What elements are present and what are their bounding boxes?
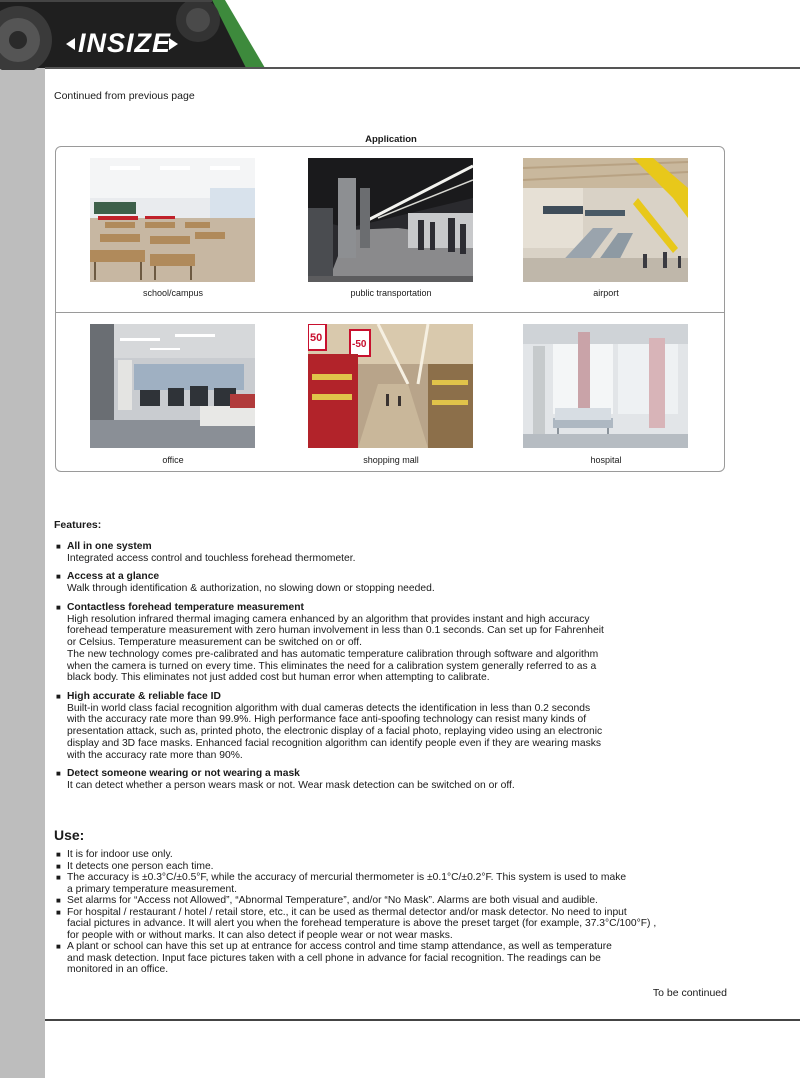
feature-text-line: forehead temperature measurement with zero human involvement in less than 0.1 seconds. Can set up for Fahrenheit: [67, 625, 604, 637]
feature-text-line: Walk through identification & authorization, no slowing down or stopping needed.: [67, 582, 435, 594]
features-title: Features:: [54, 519, 102, 531]
use-text-line: For hospital / restaurant / hotel / retail store, etc., it can be used as thermal detector and/or mask detector. No need to input: [67, 906, 627, 918]
brand-logo: INSIZE: [78, 28, 172, 58]
feature-text-line: Built-in world class facial recognition algorithm with dual cameras detects the identification in less than 0.2 seconds: [67, 702, 591, 714]
use-item: [56, 941, 696, 976]
use-text-line: facial pictures in advance. It will alert you when the forehead temperature is above the preset target (for example, 37.3°C/100°F) ,: [67, 918, 657, 929]
caption-public-transportation: public transportation: [350, 288, 432, 298]
caption-school-campus: school/campus: [142, 288, 204, 298]
caption-shopping-mall: shopping mall: [363, 455, 419, 465]
feature-text-line: display and 3D face masks. Enhanced facial recognition algorithm can identify people even if they are wearing masks: [67, 737, 602, 749]
feature-text-line: presentation attack, such as, printed photo, the electronic display of a facial photo, replaying video using an electronic: [67, 726, 603, 738]
feature-item: [56, 602, 696, 684]
use-item: [56, 895, 696, 907]
feature-item: [56, 541, 696, 564]
feature-text-line: It can detect whether a person wears mask or not. Wear mask detection can be switched on or off.: [67, 779, 515, 791]
bullet-icon: ■: [56, 907, 61, 917]
use-text-line: It is for indoor use only.: [67, 849, 173, 860]
continued-from-note: Continued from previous page: [54, 90, 195, 102]
bullet-icon: ■: [56, 942, 61, 951]
feature-item: [56, 768, 696, 791]
svg-text:50: 50: [310, 332, 323, 344]
photo-hospital: [523, 324, 688, 448]
application-divider: [56, 312, 724, 313]
use-text-line: monitored in an office.: [67, 964, 169, 975]
photo-school-campus: [90, 158, 255, 282]
photo-public-transportation: [308, 158, 473, 282]
use-list: [56, 849, 696, 976]
bullet-icon: ■: [56, 692, 61, 701]
use-text-line: It detects one person each time.: [67, 860, 214, 872]
feature-text-line: when the camera is turned on every time. This eliminates the need for a calibration system generally referred to as a: [67, 660, 597, 672]
to-be-continued-note: To be continued: [652, 987, 727, 999]
photo-airport: [523, 158, 688, 282]
feature-heading: Detect someone wearing or not wearing a mask: [67, 768, 300, 779]
footer-rule: [45, 1019, 800, 1021]
feature-item: [56, 571, 696, 594]
bullet-icon: ■: [56, 873, 61, 882]
feature-text-line: High resolution infrared thermal imaging camera enhanced by an algorithm that provides instant and high accuracy: [67, 613, 590, 625]
bullet-icon: ■: [56, 861, 61, 871]
use-item: [56, 907, 696, 942]
bullet-icon: ■: [56, 572, 61, 581]
feature-text-line: with the accuracy rate more than 90%.: [67, 749, 243, 761]
bullet-icon: ■: [56, 850, 61, 859]
feature-heading: Access at a glance: [67, 571, 160, 582]
use-item: [56, 861, 696, 873]
bullet-icon: ■: [56, 896, 61, 905]
photo-office: [90, 324, 255, 448]
use-title: Use:: [54, 827, 85, 843]
use-text-line: Set alarms for “Access not Allowed”, “Abnormal Temperature”, and/or “No Mask”. Alarms are both visual and audible.: [67, 895, 598, 906]
bullet-icon: ■: [56, 542, 61, 551]
page-header: [0, 0, 800, 70]
use-text-line: a primary temperature measurement.: [67, 883, 237, 895]
feature-heading: Contactless forehead temperature measurement: [67, 602, 304, 613]
feature-text-line: or Celsius. Temperature measurement can be switched on or off.: [67, 637, 362, 649]
feature-heading: All in one system: [67, 541, 152, 552]
bullet-icon: ■: [56, 769, 61, 778]
caption-office: office: [162, 455, 184, 465]
left-sidebar-band: [0, 0, 45, 1078]
svg-text:-50: -50: [352, 339, 367, 350]
use-item: [56, 872, 696, 895]
feature-item: [56, 691, 696, 761]
photo-shopping-mall: [308, 324, 473, 448]
use-item: [56, 849, 696, 861]
caption-airport: airport: [593, 288, 619, 298]
feature-text-line: black body. This eliminates not just added cost but human error when attempting to calibrate.: [67, 672, 490, 684]
caption-hospital: hospital: [590, 455, 622, 465]
feature-heading: High accurate & reliable face ID: [67, 691, 221, 702]
use-text-line: for people with or without marks. It can also detect if people wear or not wear masks.: [67, 929, 453, 941]
feature-text-line: The new technology comes pre-calibrated and has automatic temperature calibration through software and algorithm: [67, 648, 599, 660]
header-rule: [45, 67, 800, 69]
use-text-line: The accuracy is ±0.3°C/±0.5°F, while the accuracy of mercurial thermometer is ±0.1°C/±0.2°F. This system is used to make: [67, 872, 627, 883]
feature-text-line: with the accuracy rate more than 99.9%. High performance face anti-spoofing technology can resist many kinds of: [67, 714, 587, 726]
use-text-line: and mask detection. Input face pictures taken with a cell phone in advance for facial recognition. The readings can be: [67, 952, 601, 964]
bullet-icon: ■: [56, 603, 61, 612]
feature-text-line: Integrated access control and touchless forehead thermometer.: [67, 552, 356, 564]
use-text-line: A plant or school can have this set up at entrance for access control and time stamp attendance, as well as temperature: [67, 941, 612, 952]
application-title: Application: [365, 134, 417, 145]
